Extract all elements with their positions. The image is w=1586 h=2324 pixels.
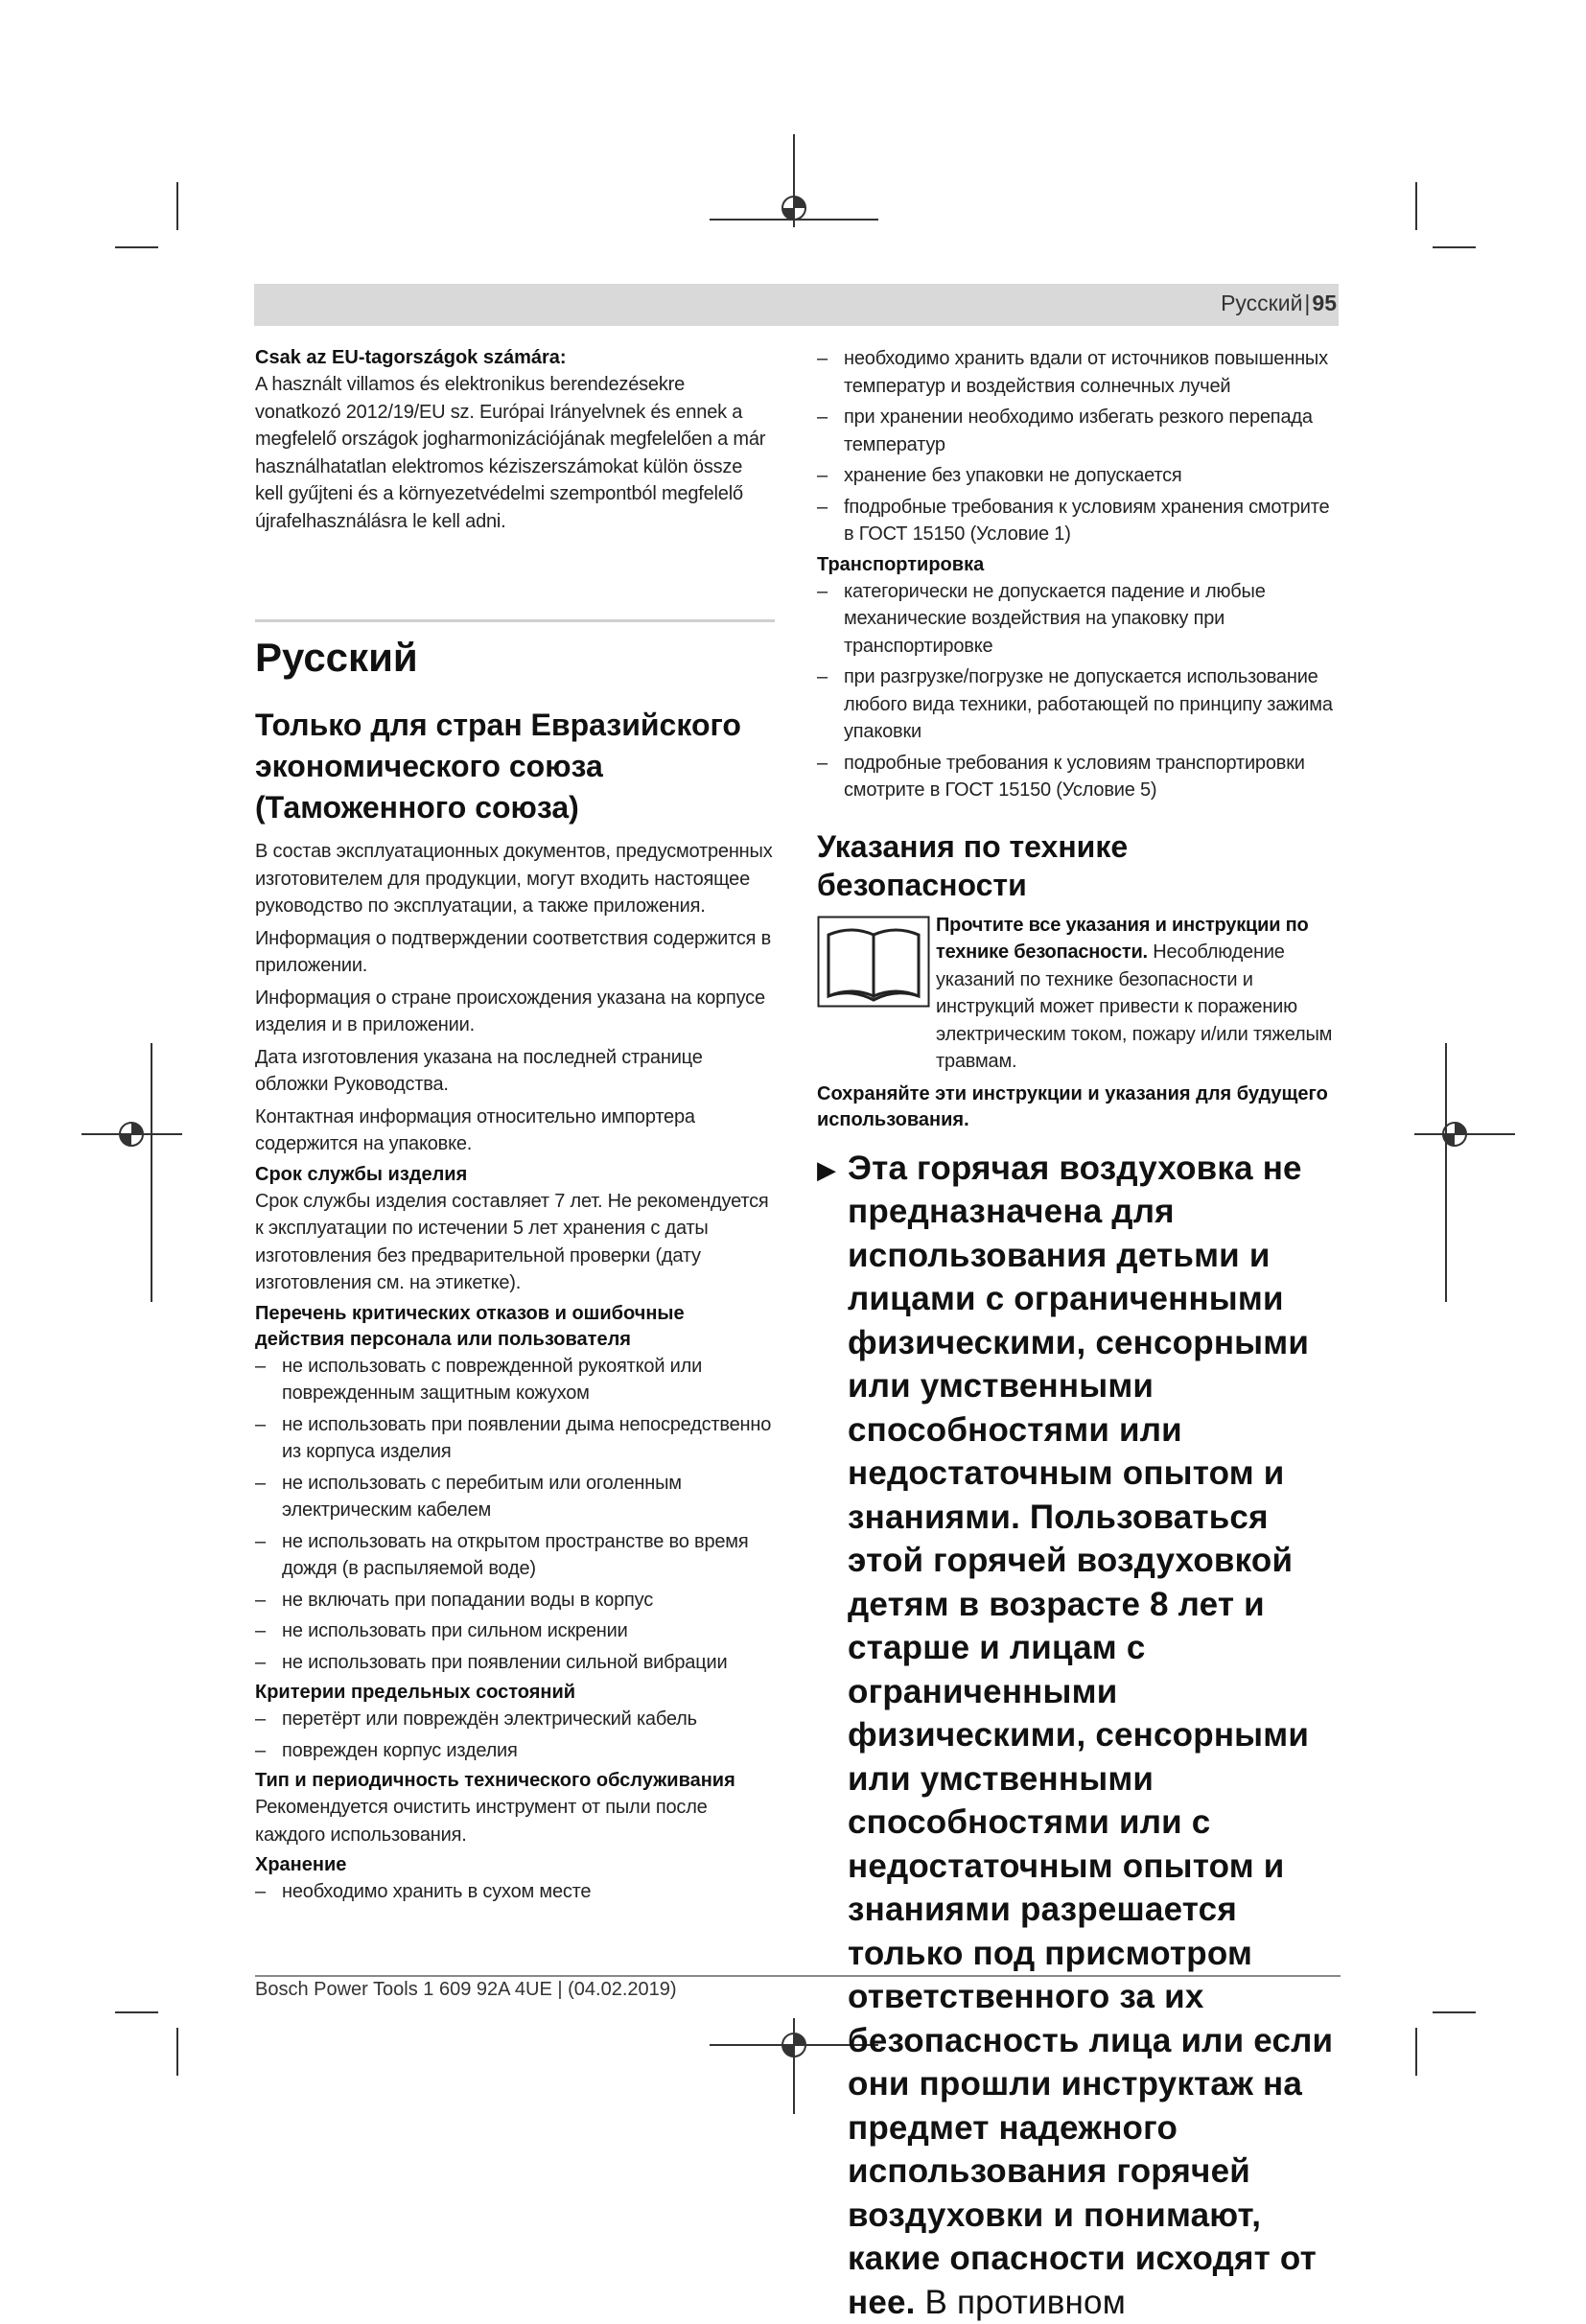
list-item: – fподробные требования к условиям хранения смотрите в ГОСТ 15150 (Условие 1) (817, 494, 1342, 548)
maintenance-text: Рекомендуется очистить инструмент от пыли после каждого использования. (255, 1794, 775, 1848)
left-column (255, 345, 775, 1910)
warning-normal-text: В противном (925, 2284, 1126, 2321)
limit-title: Критерии предельных состояний (255, 1680, 775, 1706)
save-instructions: Сохраняйте эти инструкции и указания для будущего использования. (817, 1081, 1342, 1133)
crop-mark (1445, 1043, 1447, 1302)
list-item: – не использовать при появлении сильной вибрации (255, 1649, 775, 1677)
crop-mark (115, 2011, 158, 2013)
intro-paragraph: Информация о стране происхождения указана на корпусе изделия и в приложении. (255, 985, 775, 1039)
crop-mark (176, 182, 178, 230)
safety-heading: Указания по технике безопасности (817, 827, 1342, 904)
list-item: – не включать при попадании воды в корпус (255, 1587, 775, 1615)
transport-title: Транспортировка (817, 552, 1342, 578)
list-item: – не использовать с перебитым или оголенным электрическим кабелем (255, 1470, 775, 1524)
failures-list (255, 1353, 775, 1677)
storage-list-left (255, 1878, 775, 1906)
safety-read-instructions: Прочтите все указания и инструкции по технике безопасности. (936, 915, 1309, 964)
storage-list-right (817, 345, 1342, 548)
footer-rule (255, 1975, 1341, 1977)
list-item: – необходимо хранить вдали от источников повышенных температур и воздействия солнечных лучей (817, 345, 1342, 400)
registration-target-icon (775, 189, 813, 227)
header-language: Русский (1221, 290, 1302, 315)
page-header-bar (254, 284, 1339, 326)
intro-paragraph: Контактная информация относительно импортера содержится на упаковке. (255, 1104, 775, 1158)
list-item: – подробные требования к условиям транспортировки смотрите в ГОСТ 15150 (Условие 5) (817, 750, 1342, 804)
list-item: – не использовать при сильном искрении (255, 1617, 775, 1645)
list-item: – не использовать с поврежденной рукояткой или поврежденным защитным кожухом (255, 1353, 775, 1407)
crop-mark (1414, 1133, 1515, 1135)
book-icon (817, 916, 930, 1008)
list-item: – при хранении необходимо избегать резкого перепада температур (817, 404, 1342, 458)
hungarian-body: A használt villamos és elektronikus berendezésekre vonatkozó 2012/19/EU sz. Európai Irányelvnek és ennek a megfelelő országok jogharmonizációjának megfelelően a már használhatatlan elektromos kéziszerszámokat külön össze kell gyűjteni és a környezetvédelmi szempontból megfelelő újrafelhasználásra le kell adni. (255, 371, 775, 535)
warning-bold-text: Эта горячая воздуховка не предназначена для использования детьми и лицами с ограниченными физическими, сенсорными или умственными способностями или недостаточным опытом и знаниями. Пользоваться этой горячей воздуховкой детям в возрасте 8 лет и старше и лицам с ограниченными физическими, сенсорными или умственными способностями или с недостаточным опытом и знаниями разрешается только под присмотром ответственного за их безопасность лица или если они прошли инструктаж на предмет надежного использования горячей воздуховки и понимают, какие опасности исходят от нее. (848, 1150, 1333, 2321)
crop-mark (793, 134, 795, 192)
limits-list (255, 1706, 775, 1764)
eaeu-heading: Только для стран Евразийского экономического союза (Таможенного союза) (255, 705, 775, 828)
crop-mark (82, 1133, 182, 1135)
crop-mark (151, 1043, 152, 1302)
service-life-title: Срок службы изделия (255, 1162, 775, 1188)
list-item: – не использовать при появлении дыма непосредственно из корпуса изделия (255, 1411, 775, 1466)
page-header: Русский|95 (1221, 290, 1337, 316)
storage-title: Хранение (255, 1852, 775, 1878)
hungarian-title: Csak az EU-tagországok számára: (255, 345, 775, 371)
crop-mark (1415, 182, 1417, 230)
crop-mark (793, 2018, 795, 2114)
transport-list (817, 578, 1342, 804)
service-life-text: Срок службы изделия составляет 7 лет. Не рекомендуется к эксплуатации по истечении 5 лет хранения с даты изготовления без предварительной проверки (дату изготовления см. на этикетке). (255, 1188, 775, 1297)
crop-mark (710, 219, 878, 221)
list-item: – перетёрт или повреждён электрический кабель (255, 1706, 775, 1733)
list-item: – поврежден корпус изделия (255, 1737, 775, 1765)
safety-text: Несоблюдение указаний по технике безопасности и инструкций может привести к поражению электрическим током, пожару и/или тяжелым травмам. (936, 941, 1332, 1072)
list-item: – категорически не допускается падение и любые механические воздействия на упаковку при транспортировке (817, 578, 1342, 661)
page-number: 95 (1312, 290, 1337, 315)
crop-mark (1415, 2028, 1417, 2076)
crop-mark (1433, 2011, 1476, 2013)
intro-paragraph: Дата изготовления указана на последней странице обложки Руководства. (255, 1044, 775, 1099)
section-divider (255, 619, 775, 622)
failures-title: Перечень критических отказов и ошибочные действия персонала или пользователя (255, 1301, 775, 1353)
safety-notice (817, 912, 1342, 1076)
list-item: – при разгрузке/погрузке не допускается использование любого вида техники, работающей по принципу зажима упаковки (817, 663, 1342, 746)
intro-paragraph: В состав эксплуатационных документов, предусмотренных изготовителем для продукции, могут входить настоящее руководство по эксплуатации, а также приложения. (255, 838, 775, 920)
list-item: – не использовать на открытом пространстве во время дождя (в распыляемой воде) (255, 1528, 775, 1583)
maintenance-title: Тип и периодичность технического обслуживания (255, 1768, 775, 1794)
list-item: – необходимо хранить в сухом месте (255, 1878, 775, 1906)
right-column (817, 345, 1342, 2324)
triangle-right-icon: ▶ (817, 1149, 836, 1193)
page-footer: Bosch Power Tools 1 609 92A 4UE | (04.02.2019) (255, 1979, 677, 2001)
crop-mark (1433, 246, 1476, 248)
language-heading: Русский (255, 634, 775, 682)
list-item: – хранение без упаковки не допускается (817, 462, 1342, 490)
crop-mark (115, 246, 158, 248)
warning-paragraph (817, 1147, 1342, 2324)
intro-paragraph: Информация о подтверждении соответствия содержится в приложении. (255, 925, 775, 980)
crop-mark (176, 2028, 178, 2076)
